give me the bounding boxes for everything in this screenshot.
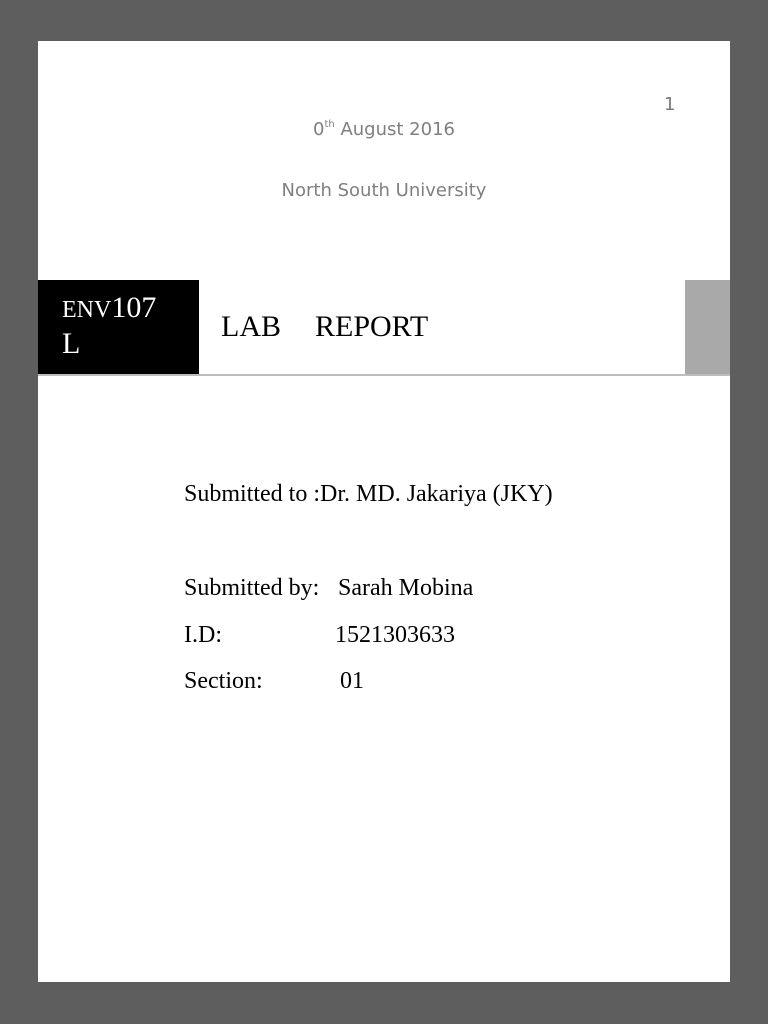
document-page <box>38 41 730 982</box>
date-ordinal-suffix: th <box>324 119 335 130</box>
course-code-suffix: L <box>62 327 81 360</box>
section-row <box>184 668 364 695</box>
date-day: 0 <box>313 119 325 140</box>
course-code-number: 107 <box>111 291 157 324</box>
course-code <box>62 291 199 327</box>
submitted-to-value: Dr. MD. Jakariya (JKY) <box>320 481 553 507</box>
report-date <box>38 119 730 140</box>
date-month-year: August 2016 <box>334 119 455 140</box>
title-band <box>38 280 730 376</box>
course-code-letters: ENV <box>62 297 112 323</box>
student-id-label: I.D: <box>184 622 222 648</box>
report-title-word-report: REPORT <box>315 310 429 343</box>
accent-tab <box>685 280 730 374</box>
report-title-word-lab: LAB <box>221 310 281 343</box>
course-code-box <box>38 280 199 374</box>
submitted-by-row <box>184 575 473 602</box>
section-label: Section: <box>184 668 263 694</box>
submitted-by-value: Sarah Mobina <box>338 575 474 601</box>
submitted-to-label: Submitted to : <box>184 481 321 507</box>
student-id-value: 1521303633 <box>335 622 455 648</box>
university-name: North South University <box>281 180 487 201</box>
submitted-to-row <box>184 481 553 508</box>
submitted-by-label: Submitted by: <box>184 575 320 601</box>
page-number: 1 <box>664 94 676 115</box>
student-id-row <box>184 622 455 649</box>
section-value: 01 <box>340 668 364 694</box>
report-title <box>221 310 428 344</box>
